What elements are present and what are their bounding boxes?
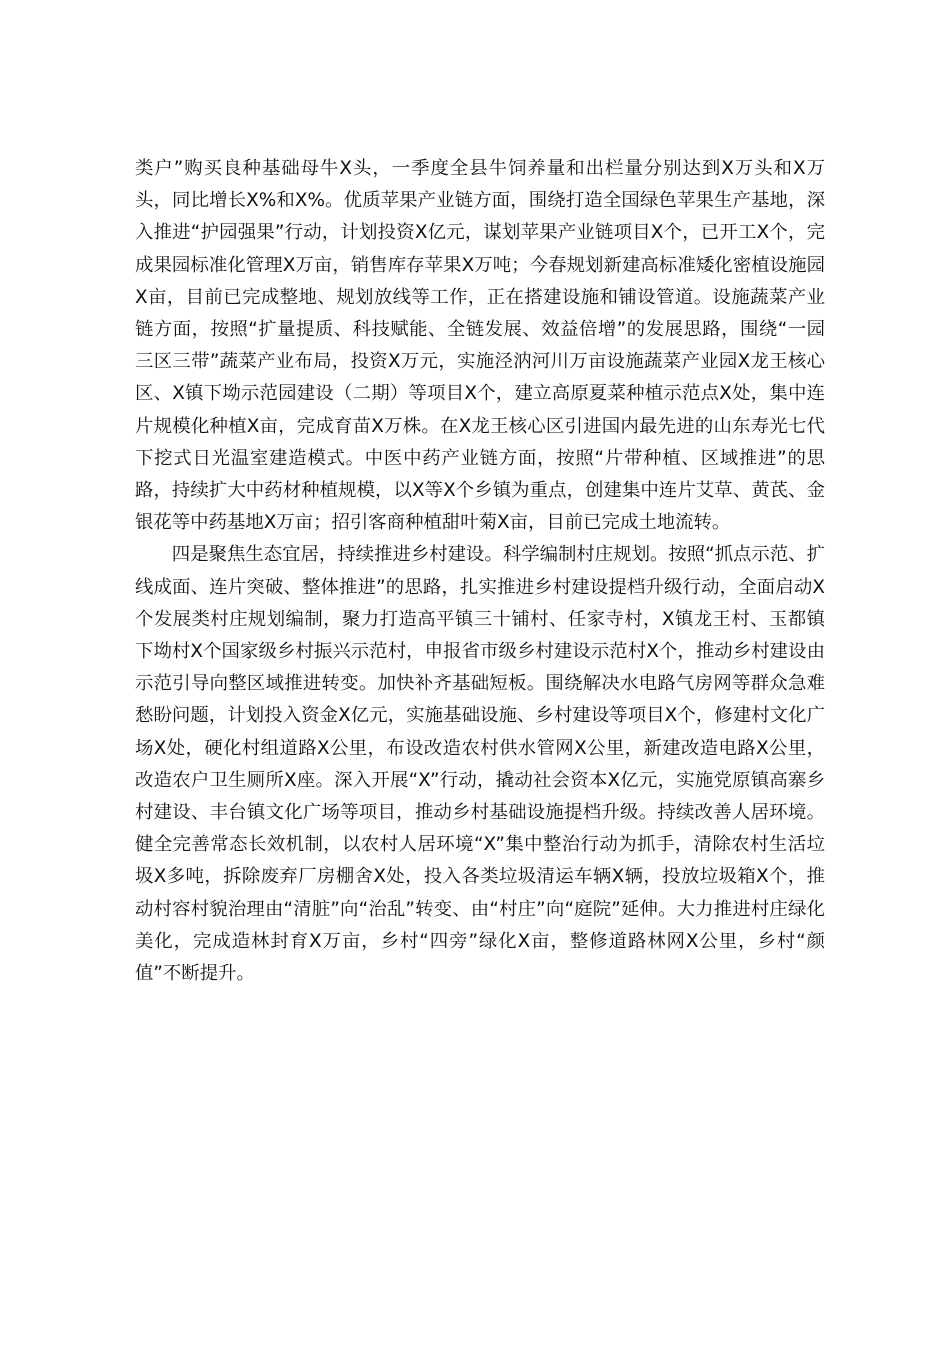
paragraph-continued: 类户”购买良种基础母牛X头，一季度全县牛饲养量和出栏量分别达到X万头和X万头，同比增长X%和X%。优质苹果产业链方面，围绕打造全国绿色苹果生产基地，深入推进“护园强果”行动，计划投资X亿元，谋划苹果产业链项目X个，已开工X个，完成果园标准化管理X万亩，销售库存苹果X万吨；今春规划新建高标准矮化密植设施园X亩，目前已完成整地、规划放线等工作，正在搭建设施和铺设管道。设施蔬菜产业链方面，按照“扩量提质、科技赋能、全链发展、效益倍增”的发展思路，围绕“一园三区三带”蔬菜产业布局，投资X万元，实施泾汭河川万亩设施蔬菜产业园X龙王核心区、X镇下坳示范园建设（二期）等项目X个，建立高原夏菜种植示范点X处，集中连片规模化种植X亩，完成育苗X万株。在X龙王核心区引进国内最先进的山东寿光七代下挖式日光温室建造模式。中医中药产业链方面，按照“片带种植、区域推进”的思路，持续扩大中药材种植规模，以X等X个乡镇为重点，创建集中连片艾草、黄芪、金银花等中药基地X万亩；招引客商种植甜叶菊X亩，目前已完成土地流转。 [135,158,825,534]
paragraph-rural-construction: 四是聚焦生态宜居，持续推进乡村建设。科学编制村庄规划。按照“抓点示范、扩线成面、连片突破、整体推进”的思路，扎实推进乡村建设提档升级行动，全面启动X个发展类村庄规划编制，聚力打造高平镇三十铺村、任家寺村，X镇龙王村、玉都镇下坳村X个国家级乡村振兴示范村，申报省市级乡村建设示范村X个，推动乡村建设由示范引导向整区域推进转变。加快补齐基础短板。围绕解决水电路气房网等群众急难愁盼问题，计划投入资金X亿元，实施基础设施、乡村建设等项目X个，修建村文化广场X处，硬化村组道路X公里，布设改造农村供水管网X公里，新建改造电路X公里，改造农户卫生厕所X座。深入开展“X”行动，撬动社会资本X亿元，实施党原镇高寨乡村建设、丰台镇文化广场等项目，推动乡村基础设施提档升级。持续改善人居环境。健全完善常态长效机制，以农村人居环境“X”集中整治行动为抓手，清除农村生活垃圾X多吨，拆除废弃厂房棚舍X处，投入各类垃圾清运车辆X辆，投放垃圾箱X个，推动村容村貌治理由“清脏”向“治乱”转变、由“村庄”向“庭院”延伸。大力推进村庄绿化美化，完成造林封育X万亩，乡村“四旁”绿化X亩，整修道路林网X公里，乡村“颜值”不断提升。 [135,544,825,985]
document-body [135,153,825,990]
